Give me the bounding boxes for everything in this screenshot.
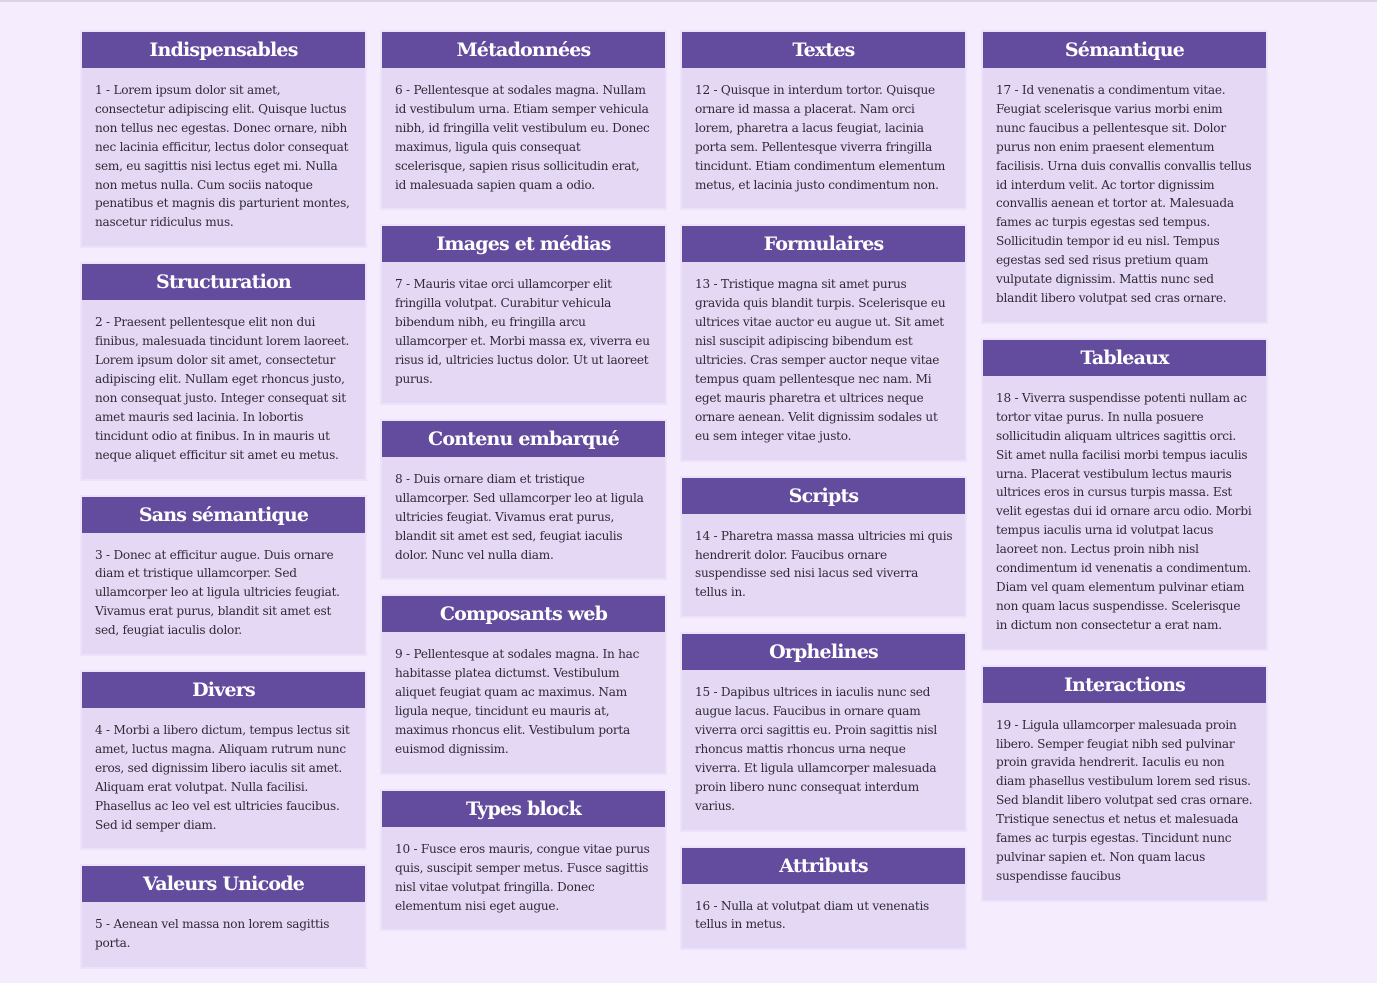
card-text: 14 - Pharetra massa massa ultricies mi quis hendrerit dolor. Faucibus ornare suspendisse sed nisi lacus sed viverra tellus in.	[695, 528, 953, 600]
card-title: Structuration	[82, 264, 365, 300]
card-title: Tableaux	[983, 340, 1266, 376]
card-title: Scripts	[682, 478, 965, 514]
card-orphelines	[680, 632, 967, 831]
card-title: Sans sémantique	[82, 497, 365, 533]
card-title: Contenu embarqué	[382, 421, 665, 457]
card-title: Valeurs Unicode	[82, 866, 365, 902]
card-grid	[0, 2, 1377, 951]
card-text: 17 - Id venenatis a condimentum vitae. Feugiat scelerisque varius morbi enim nunc faucibus a pellentesque sit. Dolor purus non enim praesent elementum facilisis. Urna duis convallis convallis tellus id interdum velit. Ac tortor dignissim convallis aenean et tortor at. Malesuada fames ac turpis egestas sed tempus. Sollicitudin tempor id eu nisl. Tempus egestas sed sed risus pretium quam vulputate dignissim. Mattis nunc sed blandit libero volutpat sed cras ornare.	[996, 83, 1252, 305]
card-text: 1 - Lorem ipsum dolor sit amet, consectetur adipiscing elit. Quisque luctus non tellus nec egestas. Donec ornare, nibh nec lacinia efficitur, lectus dolor consequat sem, eu sagittis nisi lectus eget mi. Nulla non metus nulla. Cum sociis natoque penatibus et magnis dis parturient montes, nascetur ridiculus mus.	[95, 83, 350, 230]
card-text: 10 - Fusce eros mauris, congue vitae purus quis, suscipit semper metus. Fusce sagittis nisl vitae volutpat fringilla. Donec elementum nisi eget augue.	[395, 841, 650, 913]
card-formulaires	[680, 224, 967, 461]
card-indispensables	[80, 30, 367, 248]
card-title: Composants web	[382, 596, 665, 632]
card-text: 4 - Morbi a libero dictum, tempus lectus sit amet, luctus magna. Aliquam rutrum nunc eros, sed dignissim libero iaculis sit amet. Aliquam erat volutpat. Nulla facilisi. Phasellus ac leo vel est ultricies faucibus. Sed id semper diam.	[95, 723, 350, 832]
card-text: 13 - Tristique magna sit amet purus gravida quis blandit turpis. Scelerisque eu ultrices vitae auctor eu augue ut. Sit amet nisl suscipit adipiscing bibendum est ultricies. Cras semper auctor neque vitae tempus quam pellentesque nec nam. Mi eget mauris pharetra et ultrices neque ornare aenean. Velit dignissim sodales ut eu sem integer vitae justo.	[695, 277, 946, 443]
card-title: Sémantique	[983, 32, 1266, 68]
card-contenu-embarque	[380, 419, 667, 581]
card-text: 18 - Viverra suspendisse potenti nullam ac tortor vitae purus. In nulla posuere sollicitudin aliquam ultrices sagittis orci. Sit amet nulla facilisi morbi tempus iaculis urna. Placerat vestibulum lectus mauris ultrices eros in cursus turpis massa. Est velit egestas dui id ornare arcu odio. Morbi tempus iaculis urna id volutpat lacus laoreet non. Lectus proin nibh nisl condimentum id venenatis a condimentum. Diam vel quam elementum pulvinar etiam non quam lacus suspendisse. Scelerisque in dictum non consectetur a erat nam.	[996, 390, 1252, 632]
card-text: 15 - Dapibus ultrices in iaculis nunc sed augue lacus. Faucibus in ornare quam viverra orci sagittis eu. Proin sagittis nisl rhoncus mattis rhoncus urna neque viverra. Et ligula ullamcorper malesuada proin libero nunc consequat interdum varius.	[695, 685, 937, 813]
card-interactions	[981, 665, 1268, 902]
card-structuration	[80, 262, 367, 480]
column-4	[981, 30, 1268, 916]
card-title: Divers	[82, 672, 365, 708]
card-text: 2 - Praesent pellentesque elit non dui finibus, malesuada tincidunt lorem laoreet. Lorem ipsum dolor sit amet, consectetur adipiscing elit. Nullam eget rhoncus justo, non consequat justo. Integer consequat sit amet mauris sed lacinia. In lobortis tincidunt odio at finibus. In in mauris ut neque aliquet efficitur sit amet eu metus.	[95, 315, 350, 462]
card-sans-semantique	[80, 495, 367, 657]
column-3	[680, 30, 967, 964]
card-text: 3 - Donec at efficitur augue. Duis ornare diam et tristique ullamcorper. Sed ullamcorper leo at ligula ultricies feugiat. Vivamus erat purus, blandit sit amet est sed, feugiat iaculis dolor.	[95, 547, 340, 638]
card-text: 5 - Aenean vel massa non lorem sagittis porta.	[95, 917, 330, 951]
column-2	[380, 30, 667, 945]
card-title: Types block	[382, 791, 665, 827]
card-divers	[80, 670, 367, 850]
card-title: Interactions	[983, 667, 1266, 703]
card-textes	[680, 30, 967, 210]
card-text: 6 - Pellentesque at sodales magna. Nullam id vestibulum urna. Etiam semper vehicula nibh, id fringilla velit vestibulum eu. Donec maximus, ligula quis consequat scelerisque, sapien risus sollicitudin erat, id malesuada sapien quam a odio.	[395, 83, 650, 192]
card-title: Métadonnées	[382, 32, 665, 68]
card-title: Formulaires	[682, 226, 965, 262]
card-text: 8 - Duis ornare diam et tristique ullamcorper. Sed ullamcorper leo at ligula ultricies feugiat. Vivamus erat purus, blandit sit amet est sed, feugiat iaculis dolor. Nunc vel nulla diam.	[395, 471, 644, 562]
card-text: 12 - Quisque in interdum tortor. Quisque ornare id massa a placerat. Nam orci lorem, pharetra a lacus feugiat, lacinia porta sem. Pellentesque viverra fringilla tincidunt. Etiam condimentum elementum metus, et lacinia justo condimentum non.	[695, 83, 946, 192]
card-title: Textes	[682, 32, 965, 68]
card-text: 7 - Mauris vitae orci ullamcorper elit fringilla volutpat. Curabitur vehicula bibendum nibh, eu fringilla arcu ullamcorper et. Morbi massa ex, viverra eu risus id, ultricies luctus dolor. Ut ut laoreet purus.	[395, 277, 650, 386]
card-title: Images et médias	[382, 226, 665, 262]
card-semantique	[981, 30, 1268, 324]
card-title: Indispensables	[82, 32, 365, 68]
card-images-et-medias	[380, 224, 667, 404]
card-text: 16 - Nulla at volutpat diam ut venenatis tellus in metus.	[695, 898, 930, 932]
card-metadonnees	[380, 30, 667, 210]
card-scripts	[680, 476, 967, 619]
column-1	[80, 30, 367, 983]
card-attributs	[680, 846, 967, 951]
card-title: Attributs	[682, 848, 965, 884]
card-text: 9 - Pellentesque at sodales magna. In hac habitasse platea dictumst. Vestibulum aliquet feugiat quam ac maximus. Nam ligula neque, tincidunt eu mauris at, maximus rhoncus elit. Vestibulum porta euismod dignissim.	[395, 647, 640, 756]
card-tableaux	[981, 338, 1268, 651]
card-text: 19 - Ligula ullamcorper malesuada proin libero. Semper feugiat nibh sed pulvinar proin gravida hendrerit. Iaculis eu non diam phasellus vestibulum lorem sed risus. Sed blandit libero volutpat sed cras ornare. Tristique senectus et netus et malesuada fames ac turpis egestas. Tincidunt nunc pulvinar sapien et. Non quam lacus suspendisse faucibus	[996, 717, 1253, 883]
card-title: Orphelines	[682, 634, 965, 670]
card-types-block	[380, 789, 667, 932]
card-composants-web	[380, 594, 667, 774]
